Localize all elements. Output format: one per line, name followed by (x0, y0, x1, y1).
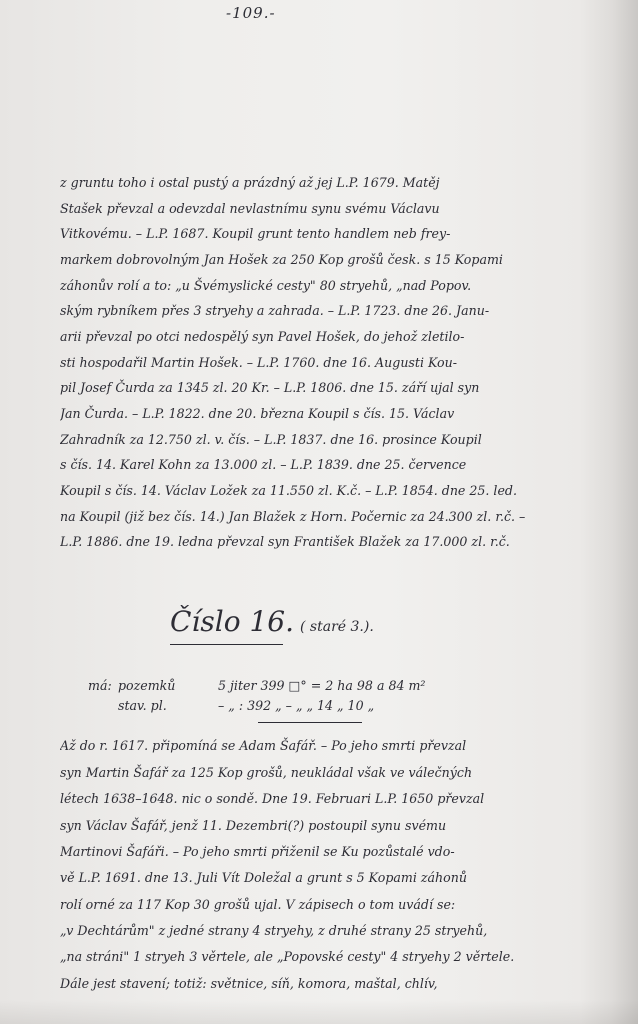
section-divider (258, 722, 362, 723)
area-label: má: (88, 678, 112, 693)
text-line: „na stráni" 1 stryeh 3 věrtele, ale „Popovské cesty" 4 stryehy 2 věrtele. (60, 949, 515, 964)
text-line: syn Václav Šafář, jenž 11. Dezembri(?) postoupil synu svému (60, 818, 447, 833)
text-line: Martinovi Šafáři. – Po jeho smrti přiženil se Ku pozůstalé vdo- (60, 844, 455, 859)
area-values: – „ : 392 „ – „ „ 14 „ 10 „ (218, 698, 375, 713)
text-line: rolí orné za 117 Kop 30 grošů ujal. V zápisech o tom uvádí se: (60, 897, 456, 912)
text-line: Jan Čurda. – L.P. 1822. dne 20. března Koupil s čís. 15. Václav (60, 406, 455, 421)
text-line: na Koupil (již bez čís. 14.) Jan Blažek z Horn. Počernic za 24.300 zl. r.č. – (60, 509, 526, 524)
text-line: Dále jest stavení; totiž: světnice, síň, komora, maštal, chlív, (60, 976, 438, 991)
text-line: syn Martin Šafář za 125 Kop grošů, neukládal však ve válečných (60, 765, 473, 780)
text-line: Koupil s čís. 14. Václav Ložek za 11.550 zl. K.č. – L.P. 1854. dne 25. led. (60, 483, 517, 498)
text-line: Stašek převzal a odevzdal nevlastnímu synu svému Václavu (60, 201, 440, 216)
heading-number: Číslo 16. (170, 605, 294, 638)
text-line: Až do r. 1617. připomíná se Adam Šafář. – Po jeho smrti převzal (60, 738, 467, 753)
text-line: z gruntu toho i ostal pustý a prázdný až jej L.P. 1679. Matěj (60, 175, 440, 190)
area-row-land (88, 675, 508, 697)
text-line: létech 1638–1648. nic o sondě. Dne 19. Februari L.P. 1650 převzal (60, 791, 485, 806)
text-line: L.P. 1886. dne 19. ledna převzal syn František Blažek za 17.000 zl. r.č. (60, 534, 510, 549)
page-number: -109.- (226, 4, 276, 22)
section-heading (170, 602, 374, 642)
text-line: záhonův rolí a to: „u Švémyslické cesty" 80 stryehů, „nad Popov. (60, 278, 472, 293)
area-values: 5 jiter 399 □° = 2 ha 98 a 84 m² (218, 678, 426, 693)
page-bottom-shadow (0, 1000, 638, 1024)
text-line: markem dobrovolným Jan Hošek za 250 Kop grošů česk. s 15 Kopami (60, 252, 503, 267)
text-line: Vitkovému. – L.P. 1687. Koupil grunt tento handlem neb frey- (60, 226, 451, 241)
text-line: Zahradník za 12.750 zl. v. čís. – L.P. 1837. dne 16. prosince Koupil (60, 432, 482, 447)
area-row-building (88, 695, 508, 717)
text-line: vě L.P. 1691. dne 13. Juli Vít Doležal a grunt s 5 Kopami záhonů (60, 870, 467, 885)
page-edge-shadow (580, 0, 638, 1024)
text-line: arii převzal po otci nedospělý syn Pavel Hošek, do jehož zletilo- (60, 329, 465, 344)
text-line: s čís. 14. Karel Kohn za 13.000 zl. – L.P. 1839. dne 25. července (60, 457, 467, 472)
text-line: „v Dechtárům" z jedné strany 4 stryehy, z druhé strany 25 stryehů, (60, 923, 488, 938)
text-line: pil Josef Čurda za 1345 zl. 20 Kr. – L.P. 1806. dne 15. září ujal syn (60, 380, 480, 395)
heading-underline (170, 644, 283, 645)
text-line: ským rybníkem přes 3 stryehy a zahrada. – L.P. 1723. dne 26. Janu- (60, 303, 490, 318)
area-category: pozemků (118, 678, 176, 693)
heading-old-number: ( staré 3.). (300, 619, 374, 635)
text-line: sti hospodařil Martin Hošek. – L.P. 1760. dne 16. Augusti Kou- (60, 355, 458, 370)
area-category: stav. pl. (118, 698, 167, 713)
